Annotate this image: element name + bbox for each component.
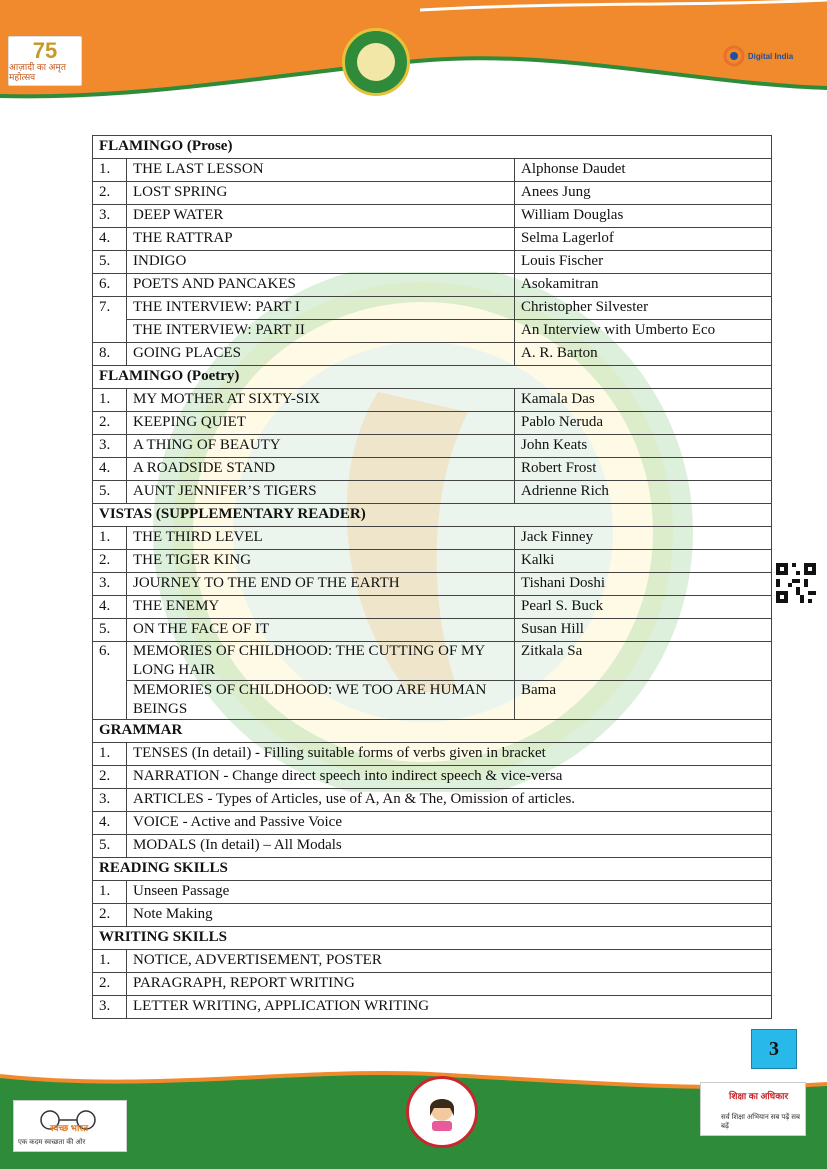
chapter-author: Pearl S. Buck (515, 596, 772, 619)
table-row (93, 320, 772, 343)
row-number: 2. (93, 182, 127, 205)
row-number: 4. (93, 596, 127, 619)
row-number: 8. (93, 343, 127, 366)
row-number: 3. (93, 789, 127, 812)
topic-text: MODALS (In detail) – All Modals (127, 835, 772, 858)
table-row (93, 996, 772, 1019)
table-row (93, 950, 772, 973)
poem-title: AUNT JENNIFER’S TIGERS (127, 481, 515, 504)
section-heading-reading-skills: READING SKILLS (93, 858, 772, 881)
shiksha-tagline: सर्व शिक्षा अभियान सब पढ़ें सब बढ़ें (721, 1114, 800, 1130)
row-number: 3. (93, 205, 127, 228)
chapter-title: ON THE FACE OF IT (127, 619, 515, 642)
poem-title: KEEPING QUIET (127, 412, 515, 435)
table-row (93, 596, 772, 619)
topic-text: Unseen Passage (127, 881, 772, 904)
section-header-row (93, 927, 772, 950)
chapter-title: DEEP WATER (127, 205, 515, 228)
table-row (93, 904, 772, 927)
topic-text: LETTER WRITING, APPLICATION WRITING (127, 996, 772, 1019)
chapter-author: A. R. Barton (515, 343, 772, 366)
beti-bachao-logo-icon (406, 1076, 478, 1148)
poem-author: Pablo Neruda (515, 412, 772, 435)
qr-code-icon[interactable] (776, 563, 816, 603)
topic-text: NOTICE, ADVERTISEMENT, POSTER (127, 950, 772, 973)
chapter-title: THE RATTRAP (127, 228, 515, 251)
table-row (93, 766, 772, 789)
topic-text: PARAGRAPH, REPORT WRITING (127, 973, 772, 996)
row-number: 6. (93, 274, 127, 297)
row-number: 2. (93, 412, 127, 435)
section-header-row (93, 504, 772, 527)
chapter-title: THE INTERVIEW: PART II (127, 320, 515, 343)
row-number: 2. (93, 766, 127, 789)
table-row (93, 881, 772, 904)
poem-title: A THING OF BEAUTY (127, 435, 515, 458)
row-number: 4. (93, 228, 127, 251)
row-number: 5. (93, 251, 127, 274)
chapter-author: Tishani Doshi (515, 573, 772, 596)
row-number: 3. (93, 435, 127, 458)
table-row (93, 435, 772, 458)
table-row (93, 228, 772, 251)
section-heading-flamingo-prose: FLAMINGO (Prose) (93, 136, 772, 159)
logo-number: 75 (32, 38, 58, 63)
table-row (93, 274, 772, 297)
table-row (93, 973, 772, 996)
table-row (93, 619, 772, 642)
row-number: 1. (93, 743, 127, 766)
swachh-label: स्वच्छ भारत (50, 1123, 89, 1133)
topic-text: ARTICLES - Types of Articles, use of A, An & The, Omission of articles. (127, 789, 772, 812)
table-row (93, 412, 772, 435)
row-number: 3. (93, 996, 127, 1019)
section-header-row (93, 858, 772, 881)
chapter-author: Jack Finney (515, 527, 772, 550)
digital-india-logo (716, 38, 800, 74)
row-number: 2. (93, 904, 127, 927)
section-heading-flamingo-poetry: FLAMINGO (Poetry) (93, 366, 772, 389)
topic-text: NARRATION - Change direct speech into indirect speech & vice-versa (127, 766, 772, 789)
chapter-title: INDIGO (127, 251, 515, 274)
table-row (93, 458, 772, 481)
table-row (93, 642, 772, 681)
chapter-author: Louis Fischer (515, 251, 772, 274)
row-number: 1. (93, 527, 127, 550)
chapter-author: Selma Lagerlof (515, 228, 772, 251)
table-row (93, 343, 772, 366)
chapter-author: Bama (515, 681, 772, 720)
digital-india-text: Digital India (747, 51, 794, 61)
poem-author: Kamala Das (515, 389, 772, 412)
row-number: 1. (93, 389, 127, 412)
table-row (93, 573, 772, 596)
chapter-author: Zitkala Sa (515, 642, 772, 681)
chapter-title: POETS AND PANCAKES (127, 274, 515, 297)
chapter-title: MEMORIES OF CHILDHOOD: THE CUTTING OF MY LONG HAIR (127, 642, 515, 681)
table-row (93, 812, 772, 835)
row-number: 5. (93, 619, 127, 642)
poem-author: Robert Frost (515, 458, 772, 481)
table-row (93, 251, 772, 274)
page-number-badge: 3 (751, 1029, 797, 1069)
chapter-author: Susan Hill (515, 619, 772, 642)
poem-author: John Keats (515, 435, 772, 458)
row-number: 2. (93, 550, 127, 573)
chapter-author: Asokamitran (515, 274, 772, 297)
chapter-author: Anees Jung (515, 182, 772, 205)
section-heading-writing-skills: WRITING SKILLS (93, 927, 772, 950)
table-row (93, 182, 772, 205)
table-row (93, 205, 772, 228)
chapter-author: An Interview with Umberto Eco (515, 320, 772, 343)
swachh-bharat-logo (13, 1100, 127, 1152)
chapter-author: Christopher Silvester (515, 297, 772, 320)
syllabus-table (92, 135, 772, 1019)
header-band (0, 0, 827, 110)
table-row (93, 159, 772, 182)
azadi-ka-amrit-mahotsav-logo (8, 36, 82, 86)
section-header-row (93, 366, 772, 389)
topic-text: TENSES (In detail) - Filling suitable forms of verbs given in bracket (127, 743, 772, 766)
poem-title: A ROADSIDE STAND (127, 458, 515, 481)
row-number: 1. (93, 950, 127, 973)
shiksha-ka-adhikar-logo (700, 1082, 806, 1136)
table-row (93, 789, 772, 812)
table-row (93, 389, 772, 412)
section-heading-grammar: GRAMMAR (93, 720, 772, 743)
chapter-title: JOURNEY TO THE END OF THE EARTH (127, 573, 515, 596)
table-row (93, 835, 772, 858)
table-row (93, 550, 772, 573)
chapter-title: THE THIRD LEVEL (127, 527, 515, 550)
digital-india-icon (723, 45, 745, 67)
section-header-row (93, 136, 772, 159)
row-number: 4. (93, 458, 127, 481)
logo-caption: आज़ादी का अमृत महोत्सव (9, 62, 66, 82)
chapter-author: Kalki (515, 550, 772, 573)
chapter-title: THE TIGER KING (127, 550, 515, 573)
table-row (93, 681, 772, 720)
topic-text: Note Making (127, 904, 772, 927)
chapter-author: William Douglas (515, 205, 772, 228)
row-number: 1. (93, 881, 127, 904)
row-number: 5. (93, 481, 127, 504)
table-row (93, 527, 772, 550)
row-number: 5. (93, 835, 127, 858)
chapter-title: GOING PLACES (127, 343, 515, 366)
poem-author: Adrienne Rich (515, 481, 772, 504)
poem-title: MY MOTHER AT SIXTY-SIX (127, 389, 515, 412)
topic-text: VOICE - Active and Passive Voice (127, 812, 772, 835)
section-heading-vistas: VISTAS (SUPPLEMENTARY READER) (93, 504, 772, 527)
row-number: 7. (93, 297, 127, 343)
shiksha-title: शिक्षा का अधिकार (729, 1091, 789, 1101)
table-row (93, 481, 772, 504)
chapter-title: THE INTERVIEW: PART I (127, 297, 515, 320)
table-row (93, 743, 772, 766)
row-number: 2. (93, 973, 127, 996)
chapter-title: MEMORIES OF CHILDHOOD: WE TOO ARE HUMAN BEINGS (127, 681, 515, 720)
table-row (93, 297, 772, 320)
chapter-title: LOST SPRING (127, 182, 515, 205)
board-emblem-icon (342, 28, 410, 96)
row-number: 4. (93, 812, 127, 835)
chapter-author: Alphonse Daudet (515, 159, 772, 182)
row-number: 1. (93, 159, 127, 182)
chapter-title: THE ENEMY (127, 596, 515, 619)
swachh-tagline: एक कदम स्वच्छता की ओर (18, 1139, 86, 1146)
row-number: 6. (93, 642, 127, 720)
section-header-row (93, 720, 772, 743)
row-number: 3. (93, 573, 127, 596)
chapter-title: THE LAST LESSON (127, 159, 515, 182)
